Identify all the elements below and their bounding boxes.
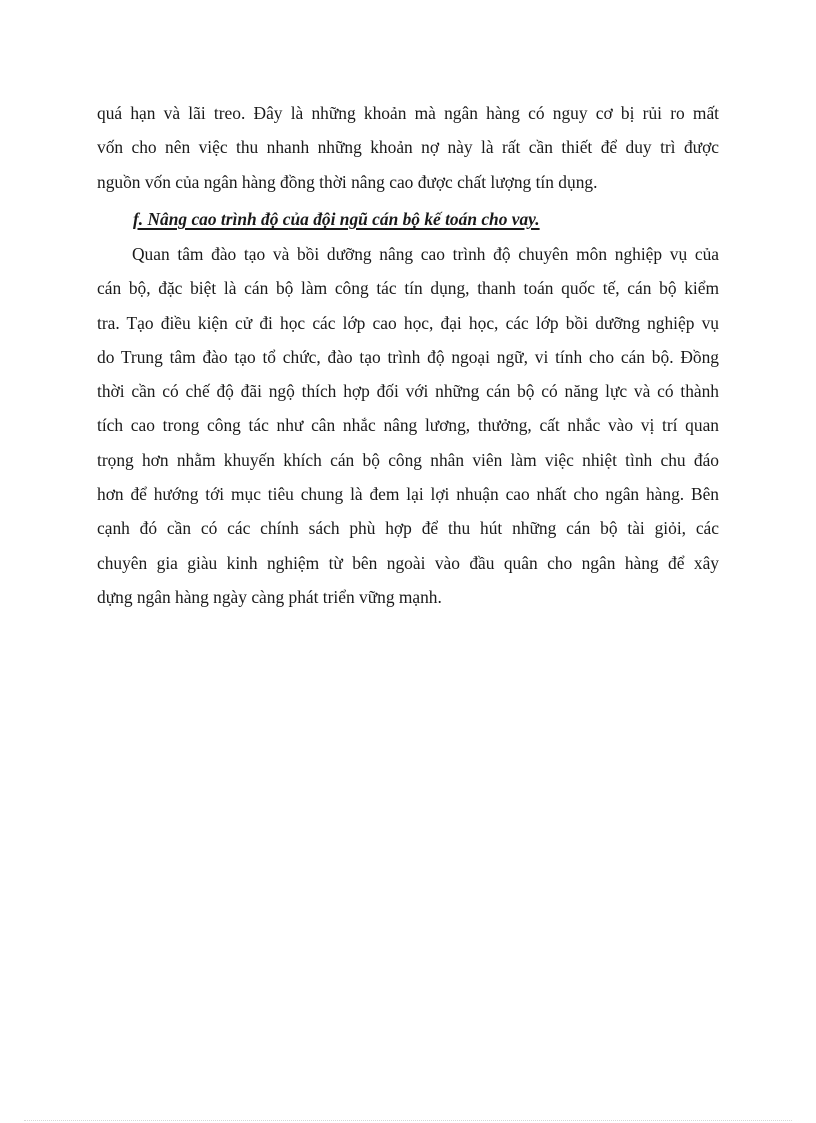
- paragraph-line: tích cao trong công tác như cân nhắc nâng lương, thưởng, cất nhắc vào vị trí quan: [97, 415, 719, 436]
- paragraph-line: cán bộ, đặc biệt là cán bộ làm công tác tín dụng, thanh toán quốc tế, cán bộ kiểm: [97, 278, 719, 299]
- paragraph-line: do Trung tâm đào tạo tổ chức, đào tạo trình độ ngoại ngữ, vi tính cho cán bộ. Đồng: [97, 346, 719, 367]
- paragraph-line: quá hạn và lãi treo. Đây là những khoản mà ngân hàng có nguy cơ bị rủi ro mất: [97, 103, 719, 123]
- paragraph-line: trọng hơn nhằm khuyến khích cán bộ công nhân viên làm việc nhiệt tình chu đáo: [97, 449, 719, 470]
- paragraph-line: thời cần có chế độ đãi ngộ thích hợp đối với những cán bộ có năng lực và có thành: [97, 381, 719, 402]
- paragraph-line: hơn để hướng tới mục tiêu chung là đem lại lợi nhuận cao nhất cho ngân hàng. Bên: [97, 484, 719, 505]
- paragraph-line: Quan tâm đào tạo và bồi dưỡng nâng cao trình độ chuyên môn nghiệp vụ của: [132, 244, 719, 264]
- paragraph-staff-training: [97, 237, 719, 614]
- paragraph-loan-recovery: [97, 96, 719, 199]
- paragraph-line: vốn cho nên việc thu nhanh những khoản nợ này là rất cần thiết để duy trì được: [97, 137, 719, 158]
- section-heading: f. Nâng cao trình độ của đội ngũ cán bộ kế toán cho vay.: [133, 209, 540, 229]
- paragraph-line: chuyên gia giàu kinh nghiệm từ bên ngoài vào đầu quân cho ngân hàng để xây: [97, 552, 719, 573]
- section-heading-block: [133, 202, 693, 236]
- paragraph-line: dựng ngân hàng ngày càng phát triển vững mạnh.: [97, 586, 442, 607]
- page-bottom-divider: [24, 1120, 792, 1121]
- paragraph-line: tra. Tạo điều kiện cử đi học các lớp cao học, đại học, các lớp bồi dưỡng nghiệp vụ: [97, 312, 719, 333]
- paragraph-line: nguồn vốn của ngân hàng đồng thời nâng cao được chất lượng tín dụng.: [97, 171, 598, 192]
- paragraph-line: cạnh đó cần có các chính sách phù hợp để thu hút những cán bộ tài giỏi, các: [97, 518, 719, 539]
